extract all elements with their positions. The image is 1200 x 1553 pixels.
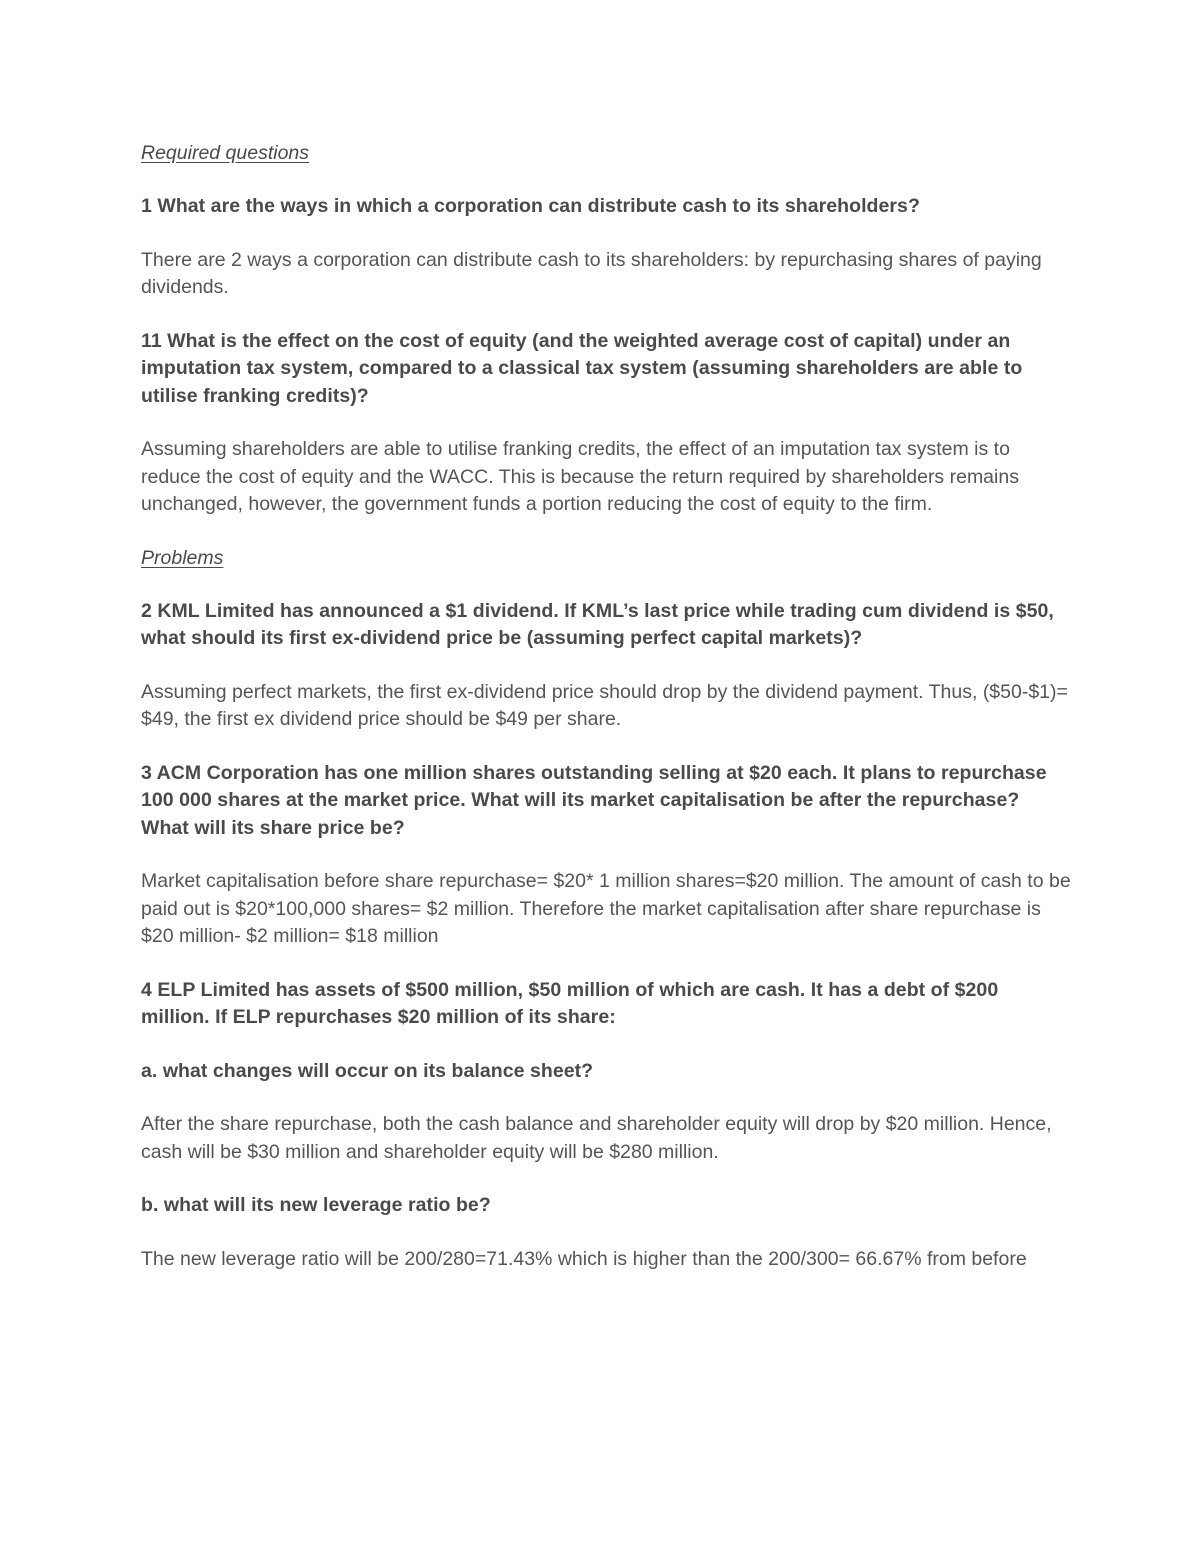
problem-4b-question: b. what will its new leverage ratio be?	[141, 1194, 491, 1216]
problem-4a-question: a. what changes will occur on its balance sheet?	[141, 1059, 594, 1082]
problem-3-question: 3 ACM Corporation has one million shares outstanding selling at $20 each. It plans to repurchase 100 000 shares at the market price. What will its market capitalisation be after the repurchase? What will its share price be?	[141, 761, 1047, 839]
section-heading-required-questions: Required questions	[141, 142, 310, 164]
question-1: 1 What are the ways in which a corporation can distribute cash to its shareholders?	[141, 195, 920, 217]
section-heading-problems: Problems	[141, 546, 224, 569]
problem-2-question: 2 KML Limited has announced a $1 dividend. If KML’s last price while trading cum dividend is $50, what should its first ex-dividend price be (assuming perfect capital markets)?	[141, 599, 1054, 649]
problem-4b-answer: The new leverage ratio will be 200/280=71.43% which is higher than the 200/300= 66.67% from before	[141, 1247, 1027, 1270]
question-11: 11 What is the effect on the cost of equity (and the weighted average cost of capital) under an imputation tax system, compared to a classical tax system (assuming shareholders are able to utilise franking credits)?	[141, 329, 1023, 407]
problem-2-answer: Assuming perfect markets, the first ex-dividend price should drop by the dividend payment. Thus, ($50-$1)= $49, the first ex dividend price should be $49 per share.	[141, 680, 1068, 730]
answer-11: Assuming shareholders are able to utilise franking credits, the effect of an imputation tax system is to reduce the cost of equity and the WACC. This is because the return required by shareholders remains unchanged, however, the government funds a portion reducing the cost of equity to the firm.	[141, 438, 1019, 515]
problem-4a-answer: After the share repurchase, both the cash balance and shareholder equity will drop by $20 million. Hence, cash will be $30 million and shareholder equity will be $280 million.	[141, 1113, 1052, 1163]
document-page	[141, 140, 1071, 1299]
answer-1: There are 2 ways a corporation can distribute cash to its shareholders: by repurchasing shares of paying dividends.	[141, 248, 1042, 298]
problem-3-answer: Market capitalisation before share repurchase= $20* 1 million shares=$20 million. The amount of cash to be paid out is $20*100,000 shares= $2 million. Therefore the market capitalisation after share repurchase is $20 million- $2 million= $18 million	[141, 870, 1071, 947]
problem-4-question: 4 ELP Limited has assets of $500 million, $50 million of which are cash. It has a debt of $200 million. If ELP repurchases $20 million of its share:	[141, 978, 999, 1028]
